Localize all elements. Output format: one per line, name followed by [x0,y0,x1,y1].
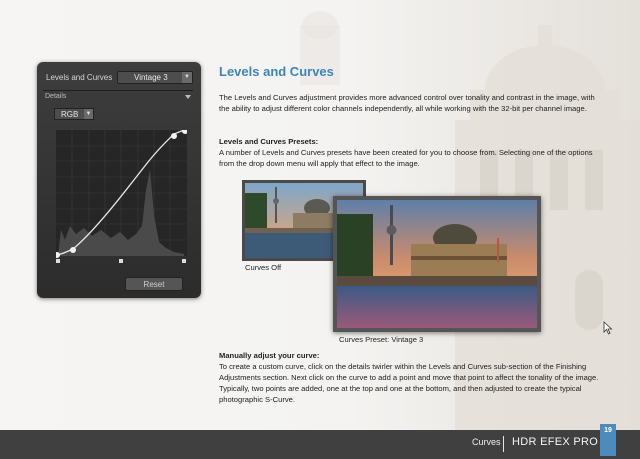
midtone-slider [119,259,123,263]
mouse-pointer-icon [603,321,613,335]
intro-paragraph: The Levels and Curves adjustment provides more advanced control over tonality and contrast in the image, with the ability to adjust different color channels independently, all while working with the 32-bit per channel image. [219,93,595,113]
curve-point-highlight [171,133,177,139]
chevron-down-icon: ▼ [182,72,192,83]
footer-product-name: HDR EFEX PRO [512,436,599,448]
black-point-slider [56,259,60,263]
presets-heading-text: Levels and Curves Presets: [219,137,319,146]
curve-editor[interactable] [56,130,187,264]
caption-curves-preset: Curves Preset: Vintage 3 [339,335,424,344]
page-number-tab: 19 [600,424,616,456]
manual-paragraph: To create a custom curve, click on the details twirler within the Levels and Curves sub-section of the Finishing Adjustments section. Next click on the curve to add a point and move that point to affect the tonality of the image. Typically, two points are added, one at the top and one at the bottom, and then adjusted to create the typical photographic S-Curve. [219,362,599,404]
preset-dropdown-value: Vintage 3 [134,73,168,82]
presets-paragraph: A number of Levels and Curves presets have been created for you to choose from. Selecting one of the options from the drop down menu will apply that effect to the image. [219,148,593,168]
page-title: Levels and Curves [219,64,334,79]
preset-dropdown[interactable] [117,71,193,84]
chevron-down-icon: ▼ [85,111,92,117]
white-point-slider [182,259,186,263]
levels-curves-panel [37,62,201,298]
footer-section-label: Curves [472,437,501,447]
manual-heading-text: Manually adjust your curve: [219,351,320,360]
footer-separator [503,436,504,452]
caption-curves-off: Curves Off [245,263,282,272]
curves-preset-image [333,196,541,332]
panel-divider [43,90,193,91]
details-label: Details [45,93,67,100]
manual-heading [219,350,599,361]
reset-button[interactable]: Reset [125,277,183,291]
panel-section-label: Levels and Curves [46,73,113,82]
presets-heading [219,136,599,147]
details-twirler-icon[interactable] [185,95,191,99]
curve-point-shadow [70,247,76,253]
channel-dropdown-value: RGB [61,110,79,119]
channel-dropdown[interactable] [54,108,94,120]
